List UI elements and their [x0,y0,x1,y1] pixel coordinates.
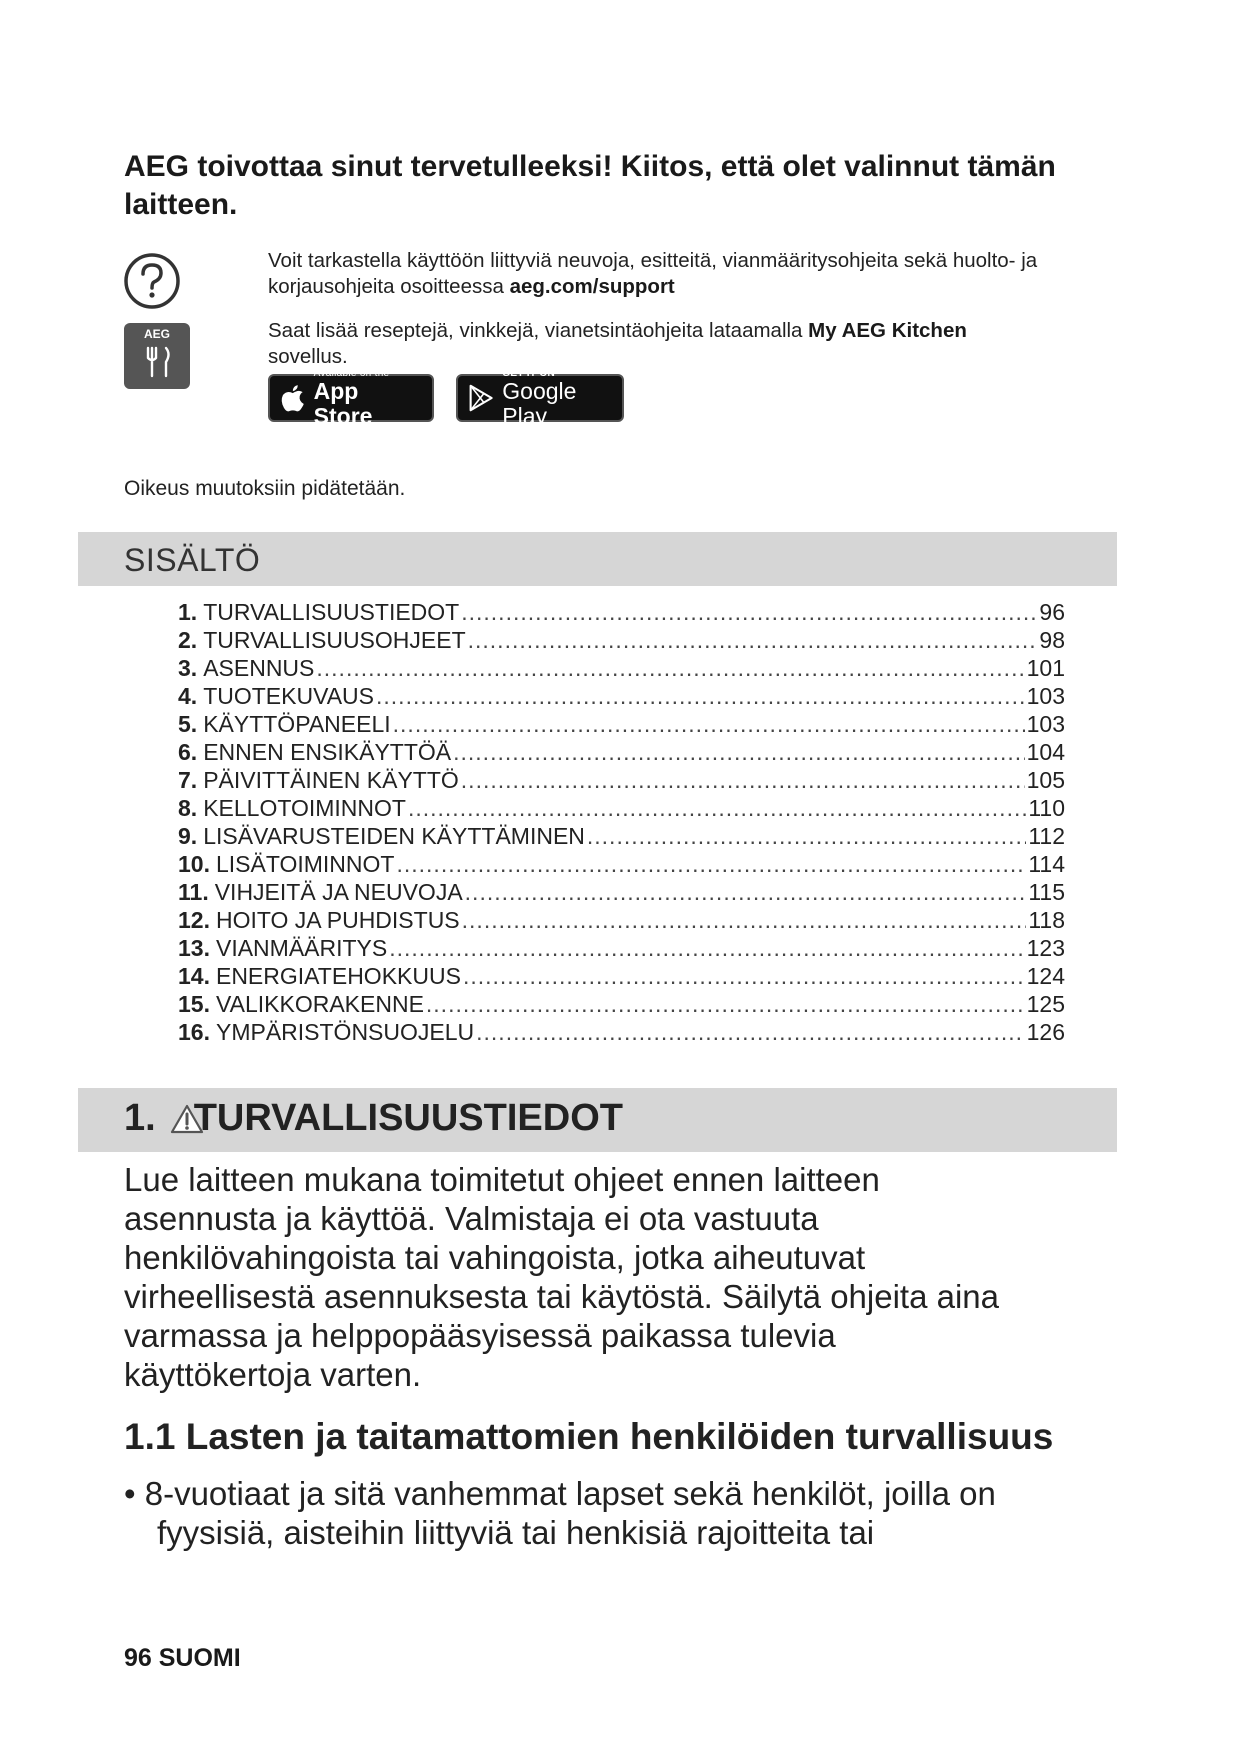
toc-item-page: 105 [1026,767,1065,793]
toc-item-page: 114 [1028,851,1065,877]
toc-item-leader [396,850,1026,878]
section-1-number: 1. [124,1097,156,1139]
google-play-big: Google Play [502,377,577,429]
page-footer: 96 SUOMI [124,1644,241,1672]
toc-item-number: 14. [178,963,210,989]
google-play-icon [468,382,494,414]
toc-item-label: PÄIVITTÄINEN KÄYTTÖ [203,767,459,793]
toc-item-label: ENNEN ENSIKÄYTTÖÄ [203,739,452,765]
toc-item-leader [426,990,1025,1018]
toc-item[interactable] [178,962,1065,990]
body-line: virheellisestä asennuksesta tai käytöstä. Säilytä ohjeita aina [124,1278,999,1315]
toc-item-leader [393,710,1025,738]
toc-item[interactable] [178,766,1065,794]
toc-item-leader [587,822,1026,850]
toc-item[interactable] [178,738,1065,766]
toc-item[interactable] [178,906,1065,934]
toc-item-label: HOITO JA PUHDISTUS [215,907,460,933]
toc-item-page: 104 [1026,739,1065,765]
toc-item-page: 110 [1028,795,1065,821]
section-1-title [124,1097,623,1140]
toc-item[interactable] [178,710,1065,738]
app-store-badge[interactable] [268,367,434,429]
support-line-2: korjausohjeita osoitteessa [268,275,510,298]
body-line: henkilövahingoista tai vahingoista, jotka aiheutuvat [124,1239,866,1276]
support-text [268,248,1128,300]
toc-item[interactable] [178,822,1065,850]
toc-item-label: TURVALLISUUSOHJEET [203,627,466,653]
toc-item-page: 101 [1026,655,1065,681]
toc-item-leader [408,794,1026,822]
app-store-big: App Store [313,377,373,429]
toc-item-page: 103 [1026,683,1065,709]
toc-title: SISÄLTÖ [124,542,261,578]
toc-item-number: 4. [178,683,198,709]
welcome-heading [124,148,1124,224]
toc-item-leader [468,626,1038,654]
body-line: varmassa ja helppopääsyisessä paikassa tulevia [124,1317,836,1354]
toc-item-number: 5. [178,711,198,737]
toc-item-leader [453,738,1025,766]
app-text-prefix: Saat lisää reseptejä, vinkkejä, vianetsintäohjeita lataamalla [268,319,809,342]
toc-item-leader [389,934,1024,962]
bullet-item [124,1474,1124,1552]
support-link[interactable]: aeg.com/support [509,275,675,298]
body-line: Lue laitteen mukana toimitetut ohjeet ennen laitteen [124,1161,880,1198]
toc-item-label: LISÄTOIMINNOT [215,851,395,877]
toc-item-leader [463,962,1025,990]
toc-item-number: 12. [178,907,210,933]
toc-item-page: 124 [1026,963,1065,989]
body-line: asennusta ja käyttöä. Valmistaja ei ota vastuuta [124,1200,819,1237]
toc-item-number: 15. [178,991,210,1017]
toc-item-number: 16. [178,1019,210,1045]
toc-item[interactable] [178,682,1065,710]
rights-reserved-text: Oikeus muutoksiin pidätetään. [124,477,406,500]
toc-item-page: 118 [1028,907,1065,933]
toc-item-label: KELLOTOIMINNOT [203,795,406,821]
apple-icon [280,383,306,413]
toc-item-label: KÄYTTÖPANEELI [203,711,391,737]
welcome-line-1: AEG toivottaa sinut tervetulleeksi! Kiitos, että olet valinnut tämän [124,150,1056,183]
toc-item-leader [316,654,1024,682]
toc-item-page: 112 [1028,823,1065,849]
app-text [268,318,1128,370]
app-icon-label: AEG [143,327,171,341]
body-line: käyttökertoja varten. [124,1356,422,1393]
toc-item-label: ASENNUS [203,655,315,681]
toc-item[interactable] [178,598,1065,626]
support-line-1: Voit tarkastella käyttöön liittyviä neuvoja, esitteitä, vianmääritysohjeita sekä huolto- ja [268,249,1038,272]
toc-item-number: 8. [178,795,198,821]
toc-item-number: 13. [178,935,210,961]
toc-item-label: VIHJEITÄ JA NEUVOJA [214,879,463,905]
section-1-body [124,1160,1124,1394]
toc-item-label: VALIKKORAKENNE [215,991,424,1017]
toc-item[interactable] [178,934,1065,962]
aeg-kitchen-app-icon [123,322,191,390]
toc-item-page: 125 [1026,991,1065,1017]
toc-item-leader [376,682,1025,710]
app-name: My AEG Kitchen [808,319,967,342]
toc-item-page: 126 [1026,1019,1065,1045]
toc-item-label: YMPÄRISTÖNSUOJELU [215,1019,475,1045]
question-icon [123,252,181,310]
toc-item-leader [465,878,1027,906]
toc-item-label: TURVALLISUUSTIEDOT [203,599,460,625]
toc-item[interactable] [178,1018,1065,1046]
bullet-line-2: fyysisiä, aisteihin liittyviä tai henkisiä rajoitteita tai [157,1514,875,1551]
toc-item-number: 7. [178,767,198,793]
toc-item-page: 103 [1026,711,1065,737]
toc-item-leader [461,766,1025,794]
toc-item-label: ENERGIATEHOKKUUS [215,963,461,989]
toc-item-page: 98 [1039,627,1065,653]
toc-item-leader [462,906,1027,934]
toc-item-leader [461,598,1037,626]
toc-item[interactable] [178,878,1065,906]
toc-item-label: VIANMÄÄRITYS [215,935,388,961]
toc-item-page: 123 [1026,935,1065,961]
toc-item[interactable] [178,850,1065,878]
toc-item[interactable] [178,794,1065,822]
section-1-label: TURVALLISUUSTIEDOT [193,1097,623,1139]
toc-item-number: 1. [178,599,198,625]
toc-item-number: 3. [178,655,198,681]
toc-item-number: 9. [178,823,198,849]
app-store-small: Available on the [313,367,390,379]
google-play-small: GET IT ON [502,367,555,379]
bullet-marker: • [124,1475,145,1512]
toc-item[interactable] [178,654,1065,682]
toc-item-page: 115 [1028,879,1065,905]
toc-item-leader [476,1018,1024,1046]
toc-item-number: 6. [178,739,198,765]
toc-item-number: 2. [178,627,198,653]
toc-item-label: LISÄVARUSTEIDEN KÄYTTÄMINEN [203,823,585,849]
toc-item-page: 96 [1039,599,1065,625]
toc-item-number: 10. [178,851,210,877]
app-text-suffix: sovellus. [268,345,348,368]
google-play-badge[interactable] [456,367,624,429]
toc-item[interactable] [178,626,1065,654]
welcome-line-2: laitteen. [124,188,238,221]
toc-item[interactable] [178,990,1065,1018]
bullet-line-1: 8-vuotiaat ja sitä vanhemmat lapset sekä henkilöt, joilla on [144,1475,996,1512]
toc-list [178,598,1065,1046]
toc-item-label: TUOTEKUVAUS [203,683,375,709]
toc-item-number: 11. [178,879,209,905]
subsection-title: 1.1 Lasten ja taitamattomien henkilöiden turvallisuus [124,1416,1054,1457]
